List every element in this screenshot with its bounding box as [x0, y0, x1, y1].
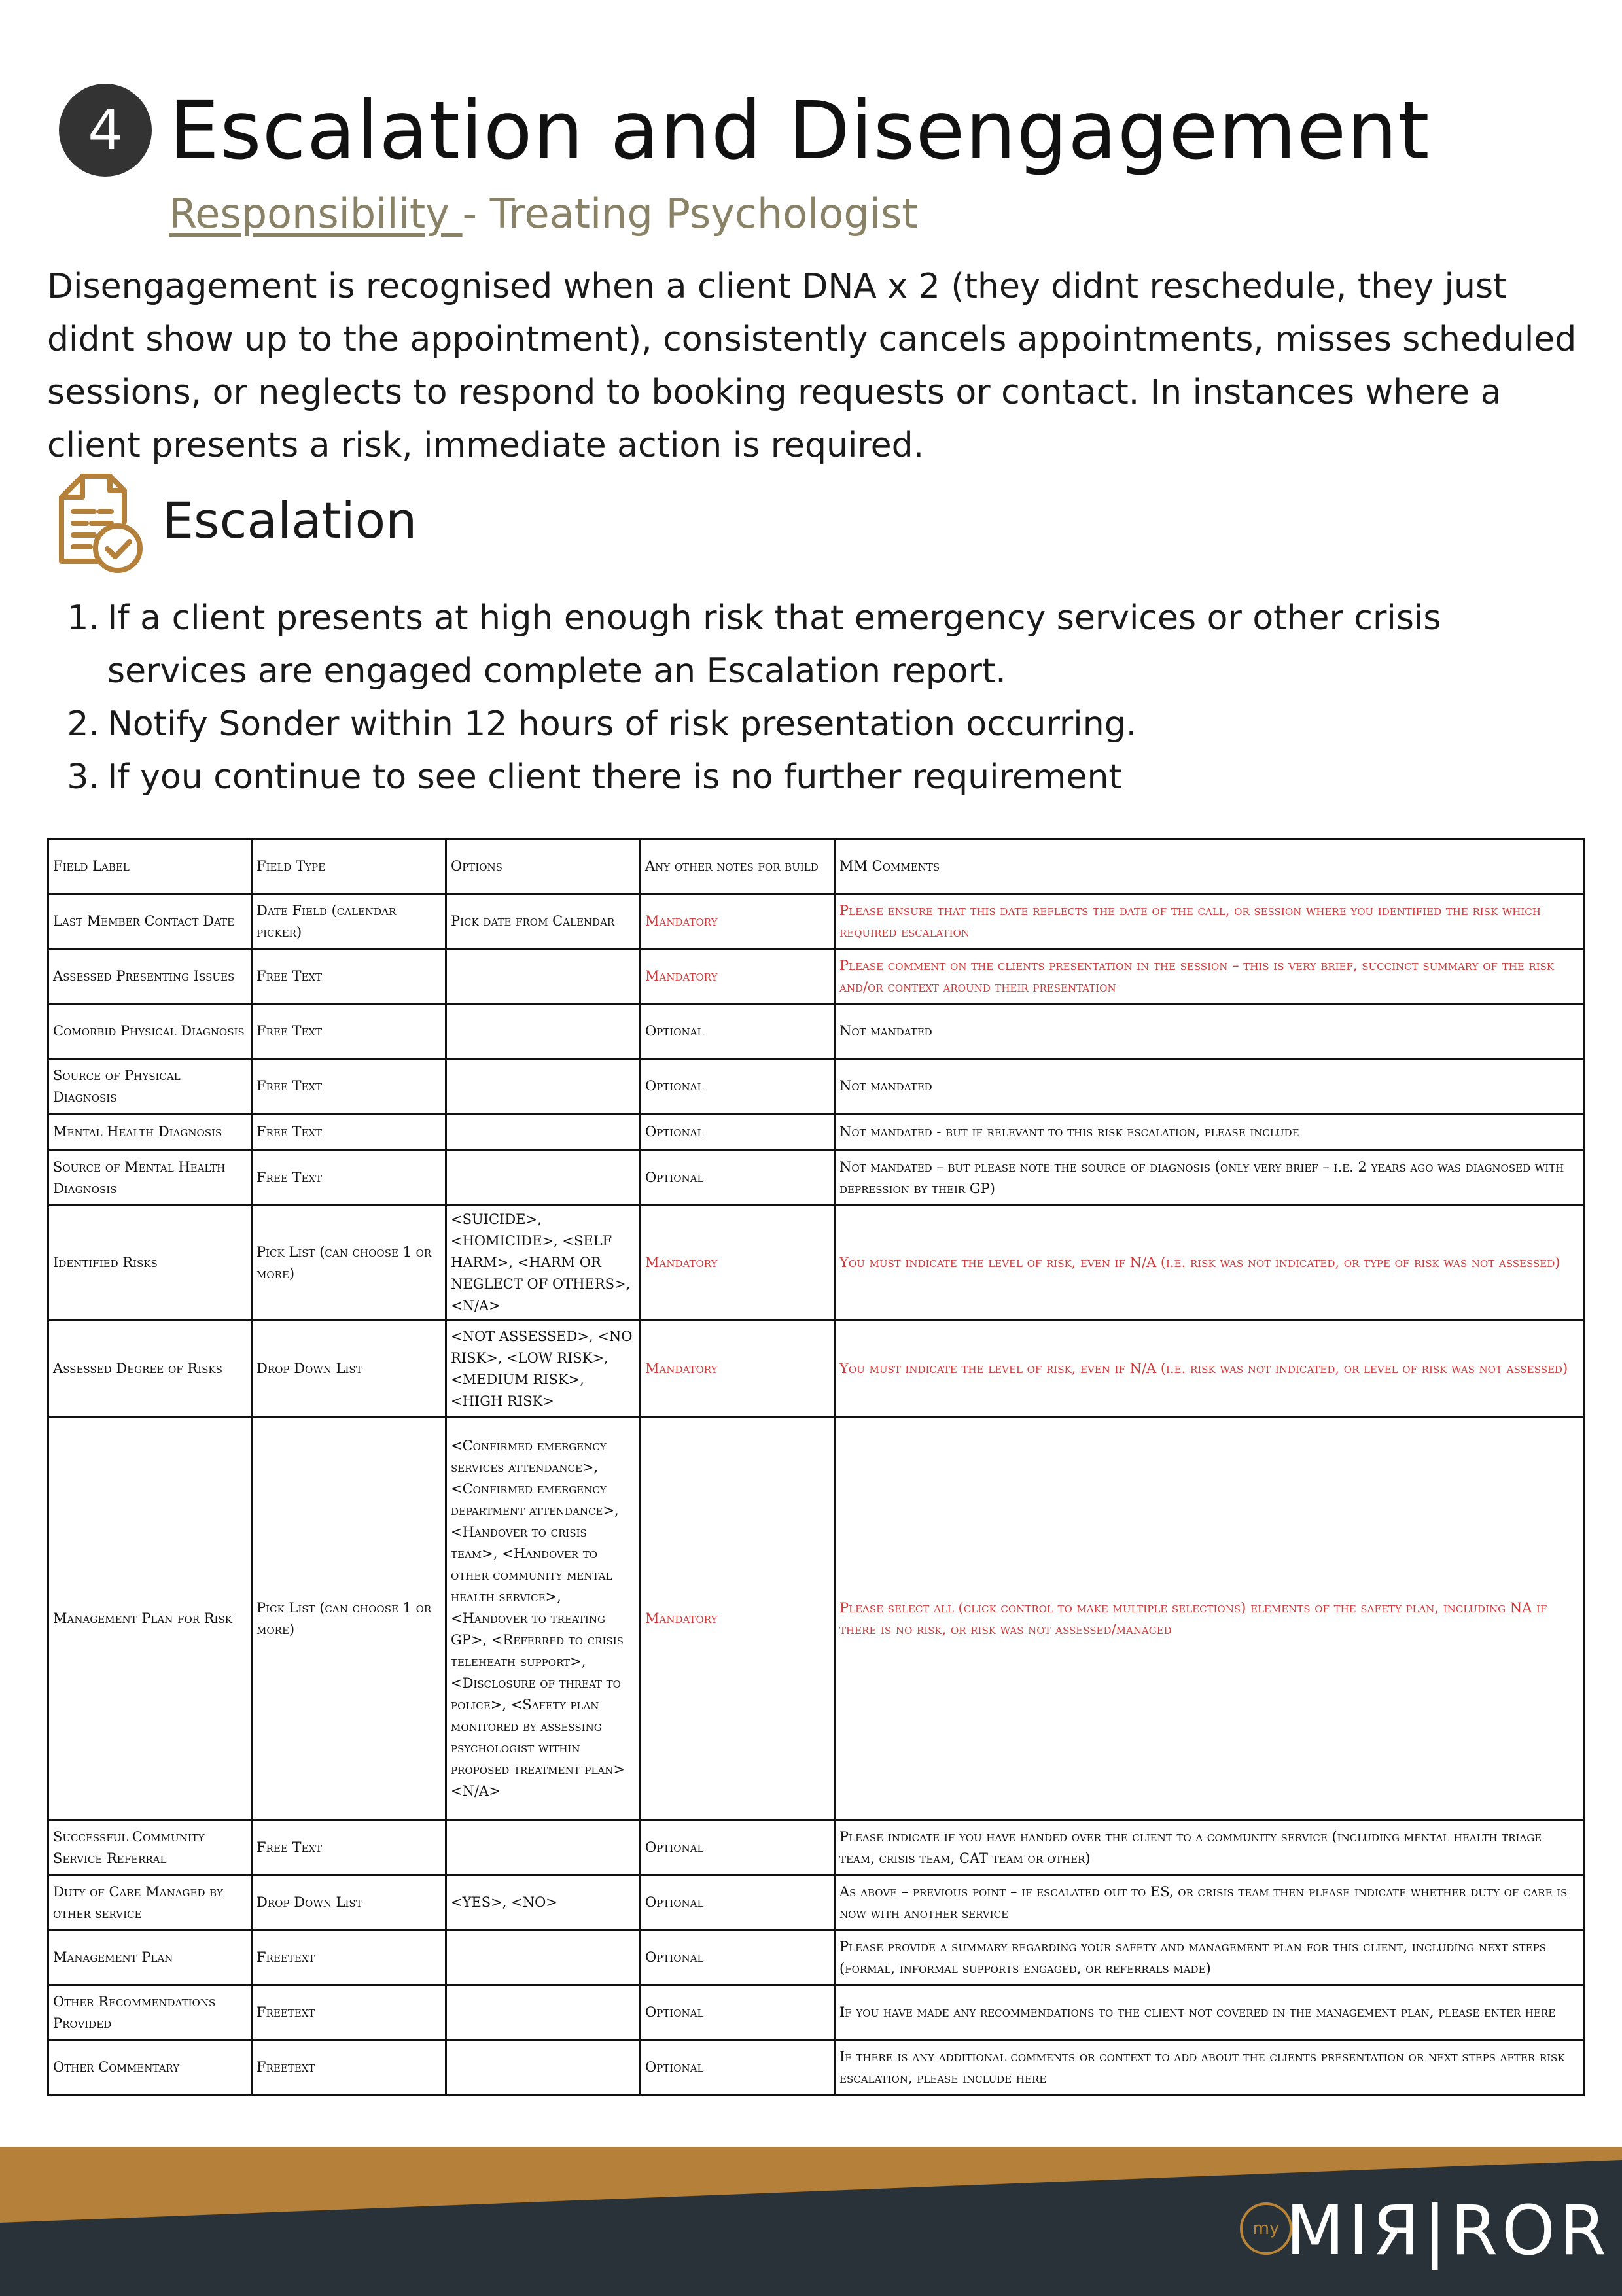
document-check-icon: [56, 471, 145, 576]
table-row: Identified Risks Pick List (can choose 1 or more) <SUICIDE>, <HOMICIDE>, <SELF HARM>, <HARM OR NEGLECT OF OTHERS>, <N/A> Mandatory You must indicate the level of risk, even if N/A (i.e. risk was not indicated, or type of risk was not assessed): [48, 1206, 1585, 1321]
responsibility-line: [169, 190, 918, 237]
escalation-section-header: [56, 471, 841, 582]
table-row: Management Plan for Risk Pick List (can choose 1 or more) <Confirmed emergency services attendance>, <Confirmed emergency department attendance>, <Handover to crisis team>, <Handover to other community mental health service>, <Handover to treating GP>, <Referred to crisis teleheath support>, <Disclosure of threat to police>, <Safety plan monitored by assessing psychologist within proposed treatment plan> <N/A> Mandatory Please select all (click control to make multiple selections) elements of the safety plan, including NA if there is no risk, or risk was not assessed/managed: [48, 1418, 1585, 1820]
table-row: Management Plan Freetext Optional Please provide a summary regarding your safety and management plan for this client, including next steps (formal, informal supports engaged, or referrals made): [48, 1930, 1585, 1985]
table-row: Other Recommendations Provided Freetext Optional If you have made any recommendations to the client not covered in the management plan, please enter here: [48, 1985, 1585, 2040]
table-row: Source of Physical Diagnosis Free Text Optional Not mandated: [48, 1059, 1585, 1114]
step-number-badge: 4: [59, 84, 152, 177]
brand-logo: [1240, 2191, 1611, 2270]
field-spec-table: [47, 838, 1585, 2096]
logo-wordmark: MIЯ|ROR: [1286, 2191, 1611, 2270]
table-row: Mental Health Diagnosis Free Text Optional Not mandated - but if relevant to this risk escalation, please include: [48, 1114, 1585, 1151]
escalation-steps: [65, 592, 1570, 804]
table-row: Last Member Contact Date Date Field (calendar picker) Pick date from Calendar Mandatory Please ensure that this date reflects the date of the call, or session where you identified the risk which required escalation: [48, 894, 1585, 949]
table-row: Source of Mental Health Diagnosis Free Text Optional Not mandated – but please note the source of diagnosis (only very brief – i.e. 2 years ago was diagnosed with depression by their GP): [48, 1151, 1585, 1206]
column-header: Field Label: [48, 839, 252, 894]
list-item: 2. Notify Sonder within 12 hours of risk presentation occurring.: [67, 704, 1137, 744]
escalation-title: Escalation: [162, 491, 417, 549]
intro-paragraph: Disengagement is recognised when a client DNA x 2 (they didnt reschedule, they just didnt show up to the appointment), consistently cancels appointments, misses scheduled sessions, or neglects to respond to booking requests or contact. In instances where a client presents a risk, immediate action is required.: [47, 267, 1577, 465]
list-item: 3. If you continue to see client there is no further requirement: [67, 757, 1122, 797]
column-header: MM Comments: [835, 839, 1585, 894]
responsibility-label: Responsibility: [169, 190, 463, 237]
page-title: Escalation and Disengagement: [169, 84, 1430, 177]
table-row: Duty of Care Managed by other service Drop Down List <YES>, <NO> Optional As above – previous point – if escalated out to ES, or crisis team then please indicate whether duty of care is now with another service: [48, 1875, 1585, 1930]
table-row: Assessed Presenting Issues Free Text Mandatory Please comment on the clients presentation in the session – this is very brief, succinct summary of the risk and/or context around their presentation: [48, 949, 1585, 1004]
list-item: 1. If a client presents at high enough risk that emergency services or other crisis services are engaged complete an Escalation report.: [67, 599, 1441, 691]
column-header: Field Type: [252, 839, 446, 894]
column-header: Any other notes for build: [641, 839, 835, 894]
column-header: Options: [446, 839, 641, 894]
logo-my-mark: my: [1240, 2202, 1292, 2255]
table-row: Comorbid Physical Diagnosis Free Text Optional Not mandated: [48, 1004, 1585, 1059]
table-row: Assessed Degree of Risks Drop Down List <NOT ASSESSED>, <NO RISK>, <LOW RISK>, <MEDIUM RISK>, <HIGH RISK> Mandatory You must indicate the level of risk, even if N/A (i.e. risk was not indicated, or level of risk was not assessed): [48, 1321, 1585, 1418]
table-header-row: [48, 839, 1585, 894]
table-row: Successful Community Service Referral Free Text Optional Please indicate if you have handed over the client to a community service (including mental health triage team, crisis team, CAT team or other): [48, 1820, 1585, 1875]
page-header: [59, 78, 1564, 183]
responsibility-value: - Treating Psychologist: [462, 190, 918, 237]
table-row: Other Commentary Freetext Optional If there is any additional comments or context to add about the clients presentation or next steps after risk escalation, please include here: [48, 2040, 1585, 2095]
